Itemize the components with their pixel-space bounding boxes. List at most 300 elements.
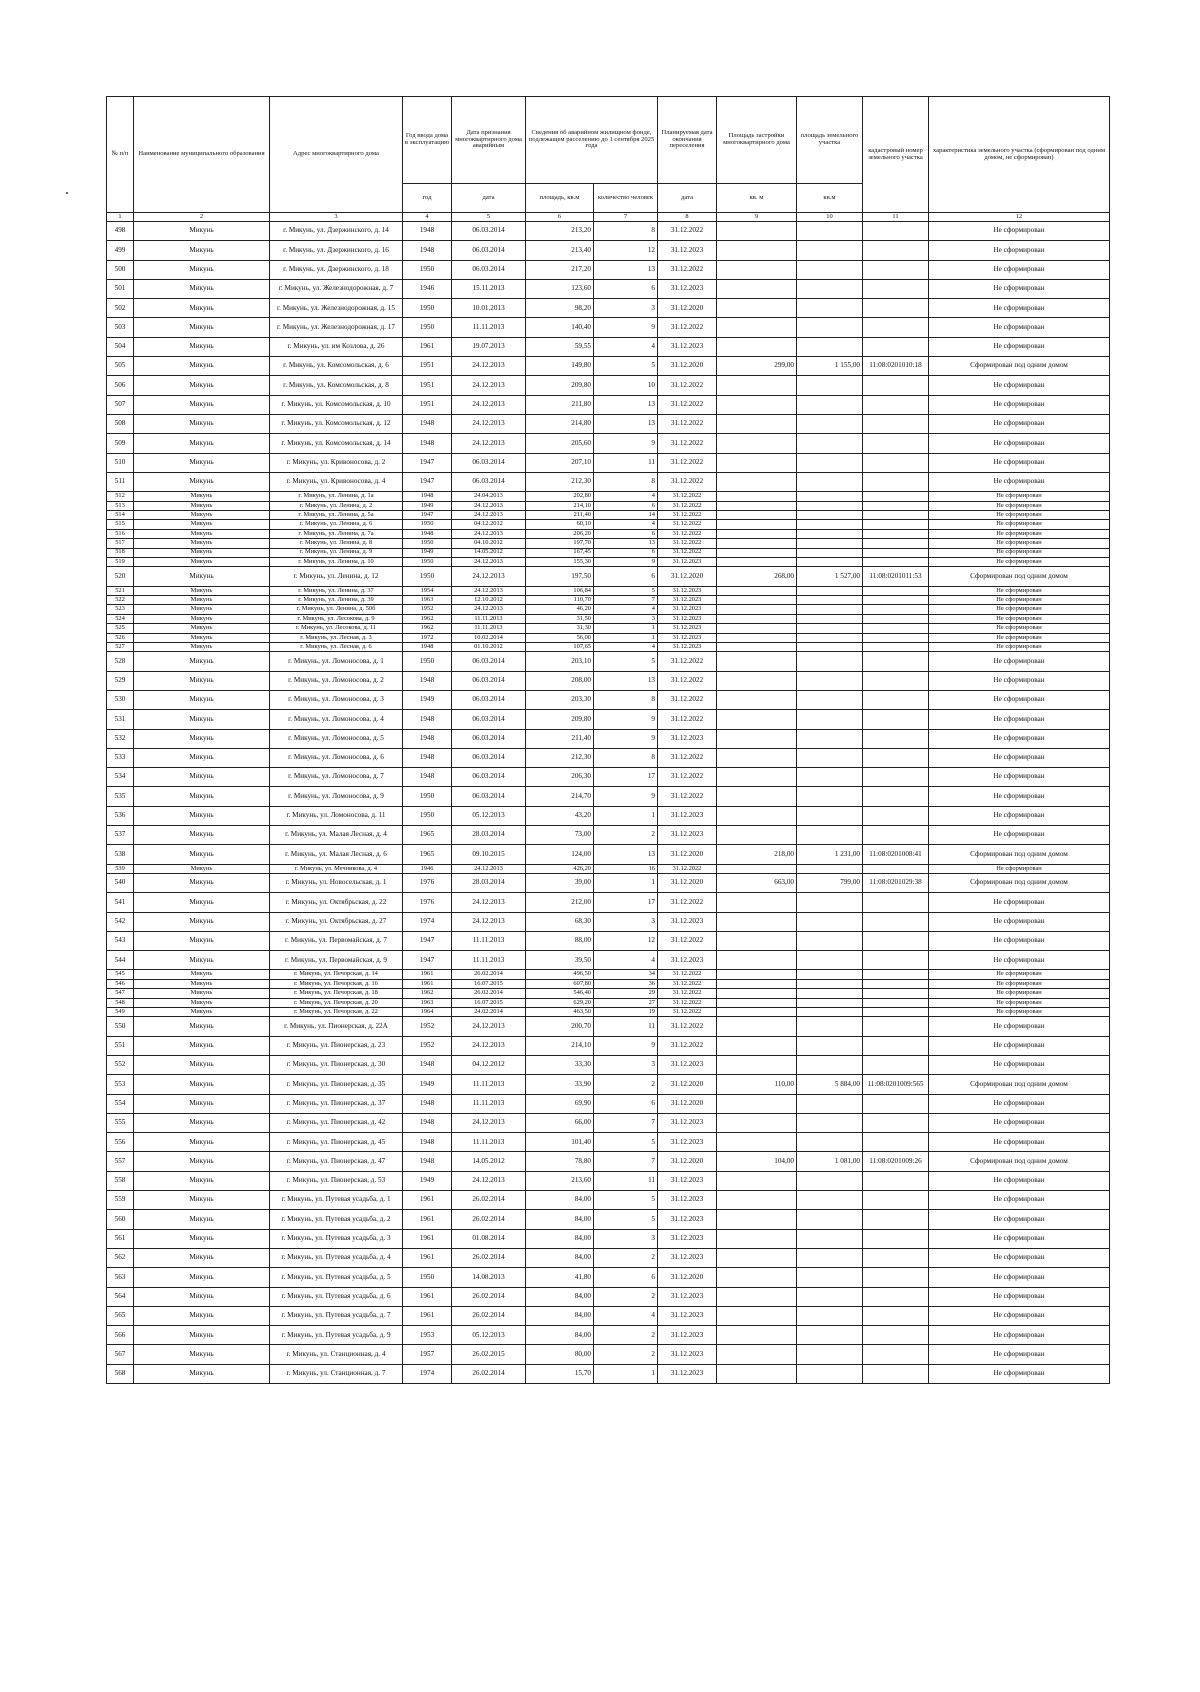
col-year-header: Год ввода дома в эксплуатацию: [403, 97, 452, 184]
land-area-cell: [797, 748, 863, 767]
cadastral-cell: [863, 539, 929, 548]
area-cell: 217,20: [526, 260, 594, 279]
planned-date-cell: 31.12.2022: [658, 529, 717, 538]
row-number: 521: [107, 586, 134, 595]
area-cell: 123,60: [526, 279, 594, 298]
land-status-cell: Не сформирован: [929, 453, 1110, 472]
municipality-cell: Микунь: [134, 376, 270, 395]
row-number: 528: [107, 652, 134, 671]
row-number: 556: [107, 1133, 134, 1152]
year-cell: 1961: [403, 1229, 452, 1248]
land-area-cell: [797, 1191, 863, 1210]
area-cell: 84,00: [526, 1287, 594, 1306]
recognition-date-cell: 26.02.2014: [452, 1191, 526, 1210]
area-cell: 213,60: [526, 1171, 594, 1190]
land-status-cell: Не сформирован: [929, 1113, 1110, 1132]
col-planned-header: Планируемая дата окончания переселения: [658, 97, 717, 184]
table-row: [107, 624, 1110, 633]
built-area-cell: [717, 1133, 797, 1152]
people-cell: 5: [594, 586, 658, 595]
recognition-date-cell: 11.11.2013: [452, 1075, 526, 1094]
land-status-cell: Не сформирован: [929, 998, 1110, 1007]
land-area-cell: [797, 710, 863, 729]
cadastral-cell: 11:08:0201009:565: [863, 1075, 929, 1094]
land-status-cell: Не сформирован: [929, 893, 1110, 912]
cadastral-cell: [863, 434, 929, 453]
land-status-cell: Не сформирован: [929, 1268, 1110, 1287]
row-number: 517: [107, 539, 134, 548]
recognition-date-cell: 06.03.2014: [452, 260, 526, 279]
recognition-date-cell: 19.07.2013: [452, 337, 526, 356]
recognition-date-cell: 11.11.2013: [452, 931, 526, 950]
address-cell: г. Микунь, ул. Пионерская, д. 30: [270, 1056, 403, 1075]
area-cell: 84,00: [526, 1306, 594, 1325]
area-cell: 213,20: [526, 222, 594, 241]
table-row: [107, 414, 1110, 433]
address-cell: г. Микунь, ул. Малая Лесная, д. 6: [270, 845, 403, 864]
area-cell: 31,50: [526, 614, 594, 623]
row-number: 552: [107, 1056, 134, 1075]
address-cell: г. Микунь, ул. Путевая усадьба, д. 3: [270, 1229, 403, 1248]
table-row: [107, 1171, 1110, 1190]
land-status-cell: Не сформирован: [929, 1306, 1110, 1325]
municipality-cell: Микунь: [134, 951, 270, 970]
land-area-cell: [797, 299, 863, 318]
land-status-cell: Не сформирован: [929, 806, 1110, 825]
year-cell: 1965: [403, 845, 452, 864]
land-area-cell: 1 527,00: [797, 567, 863, 586]
land-area-cell: [797, 595, 863, 604]
people-cell: 6: [594, 501, 658, 510]
municipality-cell: Микунь: [134, 520, 270, 529]
land-area-cell: [797, 510, 863, 519]
municipality-cell: Микунь: [134, 1306, 270, 1325]
year-cell: 1961: [403, 1210, 452, 1229]
people-cell: 3: [594, 299, 658, 318]
municipality-cell: Микунь: [134, 222, 270, 241]
area-cell: 426,20: [526, 864, 594, 873]
municipality-cell: Микунь: [134, 357, 270, 376]
year-cell: 1974: [403, 912, 452, 931]
row-number: 546: [107, 979, 134, 988]
built-area-cell: [717, 1017, 797, 1036]
built-area-cell: [717, 472, 797, 491]
table-row: [107, 337, 1110, 356]
municipality-cell: Микунь: [134, 893, 270, 912]
built-area-cell: [717, 989, 797, 998]
cadastral-cell: [863, 395, 929, 414]
recognition-date-cell: 06.03.2014: [452, 787, 526, 806]
row-number: 504: [107, 337, 134, 356]
land-status-cell: Не сформирован: [929, 548, 1110, 557]
planned-date-cell: 31.12.2022: [658, 260, 717, 279]
row-number: 507: [107, 395, 134, 414]
planned-date-cell: 31.12.2020: [658, 299, 717, 318]
year-cell: 1962: [403, 989, 452, 998]
land-area-cell: [797, 1345, 863, 1364]
people-cell: 2: [594, 1345, 658, 1364]
address-cell: г. Микунь, ул. Лесная, д. 6: [270, 642, 403, 651]
people-cell: 7: [594, 1113, 658, 1132]
address-cell: г. Микунь, ул. Ломоносова, д. 9: [270, 787, 403, 806]
row-number: 568: [107, 1364, 134, 1383]
municipality-cell: Микунь: [134, 845, 270, 864]
land-area-cell: [797, 690, 863, 709]
year-cell: 1961: [403, 1287, 452, 1306]
land-status-cell: Не сформирован: [929, 1094, 1110, 1113]
area-cell: 211,40: [526, 510, 594, 519]
land-area-cell: [797, 1036, 863, 1055]
people-cell: 4: [594, 951, 658, 970]
people-cell: 1: [594, 806, 658, 825]
year-cell: 1961: [403, 1248, 452, 1267]
people-cell: 11: [594, 453, 658, 472]
municipality-cell: Микунь: [134, 787, 270, 806]
area-cell: 212,00: [526, 893, 594, 912]
municipality-cell: Микунь: [134, 1008, 270, 1017]
built-area-cell: [717, 633, 797, 642]
recognition-date-cell: 24.12.2013: [452, 557, 526, 566]
year-cell: 1948: [403, 492, 452, 501]
year-cell: 1954: [403, 586, 452, 595]
address-cell: г. Микунь, ул. Ломоносова, д. 1: [270, 652, 403, 671]
recognition-date-cell: 26.02.2015: [452, 1345, 526, 1364]
municipality-cell: Микунь: [134, 539, 270, 548]
land-area-cell: [797, 520, 863, 529]
municipality-cell: Микунь: [134, 1326, 270, 1345]
planned-date-cell: 31.12.2022: [658, 453, 717, 472]
table-row: [107, 1094, 1110, 1113]
address-cell: г. Микунь, ул. Станционная, д. 4: [270, 1345, 403, 1364]
land-status-cell: Не сформирован: [929, 624, 1110, 633]
year-cell: 1961: [403, 970, 452, 979]
land-status-cell: Не сформирован: [929, 652, 1110, 671]
land-area-cell: [797, 1306, 863, 1325]
planned-date-cell: 31.12.2023: [658, 624, 717, 633]
land-area-cell: [797, 1171, 863, 1190]
planned-date-cell: 31.12.2022: [658, 1017, 717, 1036]
municipality-cell: Микунь: [134, 642, 270, 651]
recognition-date-cell: 06.03.2014: [452, 748, 526, 767]
area-cell: 197,50: [526, 567, 594, 586]
land-area-cell: [797, 434, 863, 453]
people-cell: 5: [594, 1210, 658, 1229]
address-cell: г. Микунь, ул. Ломоносова, д. 3: [270, 690, 403, 709]
area-cell: 200,70: [526, 1017, 594, 1036]
municipality-cell: Микунь: [134, 557, 270, 566]
built-area-cell: [717, 260, 797, 279]
table-row: [107, 520, 1110, 529]
area-cell: 209,80: [526, 710, 594, 729]
year-cell: 1951: [403, 376, 452, 395]
row-number: 510: [107, 453, 134, 472]
address-cell: г. Микунь, ул. Железнодорожная, д. 17: [270, 318, 403, 337]
cadastral-cell: [863, 614, 929, 623]
address-cell: г. Микунь, ул. Первомайская, д. 9: [270, 951, 403, 970]
municipality-cell: Микунь: [134, 548, 270, 557]
cadastral-cell: [863, 1113, 929, 1132]
row-number: 542: [107, 912, 134, 931]
municipality-cell: Микунь: [134, 1210, 270, 1229]
people-cell: 14: [594, 510, 658, 519]
cadastral-cell: 11:08:0201010:18: [863, 357, 929, 376]
row-number: 545: [107, 970, 134, 979]
area-cell: 46,20: [526, 605, 594, 614]
cadastral-cell: [863, 690, 929, 709]
cadastral-cell: [863, 453, 929, 472]
built-area-cell: [717, 241, 797, 260]
built-area-cell: [717, 1287, 797, 1306]
municipality-cell: Микунь: [134, 586, 270, 595]
built-area-cell: [717, 1191, 797, 1210]
people-cell: 4: [594, 337, 658, 356]
recognition-date-cell: 16.07.2015: [452, 979, 526, 988]
people-cell: 4: [594, 605, 658, 614]
built-area-cell: [717, 624, 797, 633]
municipality-cell: Микунь: [134, 1075, 270, 1094]
address-cell: г. Микунь, ул. Ленина, д. 9: [270, 548, 403, 557]
year-cell: 1948: [403, 529, 452, 538]
land-status-cell: Не сформирован: [929, 605, 1110, 614]
year-cell: 1948: [403, 222, 452, 241]
col-recognition-header: Дата признания многоквартирного дома аварийным: [452, 97, 526, 184]
planned-date-cell: 31.12.2023: [658, 633, 717, 642]
land-area-cell: [797, 825, 863, 844]
planned-date-cell: 31.12.2020: [658, 1268, 717, 1287]
planned-date-cell: 31.12.2023: [658, 825, 717, 844]
table-row: [107, 299, 1110, 318]
table-row: [107, 605, 1110, 614]
land-area-cell: [797, 222, 863, 241]
col-number: 9: [717, 213, 797, 222]
land-status-cell: Не сформирован: [929, 729, 1110, 748]
planned-date-cell: 31.12.2020: [658, 1075, 717, 1094]
municipality-cell: Микунь: [134, 624, 270, 633]
row-number: 565: [107, 1306, 134, 1325]
row-number: 566: [107, 1326, 134, 1345]
address-cell: г. Микунь, ул. Комсомольская, д. 14: [270, 434, 403, 453]
sub-planned-date: дата: [658, 184, 717, 213]
people-cell: 7: [594, 1152, 658, 1171]
built-area-cell: [717, 595, 797, 604]
land-area-cell: 1 155,00: [797, 357, 863, 376]
address-cell: г. Микунь, ул. Печорская, д. 14: [270, 970, 403, 979]
recognition-date-cell: 24.12.2013: [452, 395, 526, 414]
people-cell: 13: [594, 845, 658, 864]
municipality-cell: Микунь: [134, 912, 270, 931]
year-cell: 1951: [403, 395, 452, 414]
people-cell: 13: [594, 671, 658, 690]
table-row: [107, 1075, 1110, 1094]
area-cell: 41,80: [526, 1268, 594, 1287]
land-status-cell: Сформирован под одним домом: [929, 873, 1110, 892]
address-cell: г. Микунь, ул. Ломоносова, д. 6: [270, 748, 403, 767]
address-cell: г. Микунь, ул. Железнодорожная, д. 7: [270, 279, 403, 298]
recognition-date-cell: 11.11.2013: [452, 318, 526, 337]
area-cell: 155,30: [526, 557, 594, 566]
sub-land-unit: кв.м: [797, 184, 863, 213]
cadastral-cell: [863, 787, 929, 806]
built-area-cell: [717, 1306, 797, 1325]
recognition-date-cell: 06.03.2014: [452, 768, 526, 787]
row-number: 502: [107, 299, 134, 318]
land-status-cell: Не сформирован: [929, 539, 1110, 548]
year-cell: 1947: [403, 931, 452, 950]
row-number: 537: [107, 825, 134, 844]
year-cell: 1950: [403, 520, 452, 529]
area-cell: 110,70: [526, 595, 594, 604]
land-area-cell: [797, 1364, 863, 1383]
planned-date-cell: 31.12.2022: [658, 492, 717, 501]
people-cell: 6: [594, 567, 658, 586]
row-number: 499: [107, 241, 134, 260]
area-cell: 15,70: [526, 1364, 594, 1383]
land-area-cell: [797, 1094, 863, 1113]
sub-built-unit: кв. м: [717, 184, 797, 213]
people-cell: 3: [594, 912, 658, 931]
row-number: 540: [107, 873, 134, 892]
col-municipality-header: Наименование муниципального образования: [134, 97, 270, 213]
year-cell: 1949: [403, 1171, 452, 1190]
table-row: [107, 1326, 1110, 1345]
recognition-date-cell: 10.01.2013: [452, 299, 526, 318]
land-status-cell: Не сформирован: [929, 241, 1110, 260]
built-area-cell: [717, 1268, 797, 1287]
planned-date-cell: 31.12.2022: [658, 787, 717, 806]
address-cell: г. Микунь, ул. Октябрьская, д. 22: [270, 893, 403, 912]
year-cell: 1948: [403, 414, 452, 433]
table-row: [107, 1056, 1110, 1075]
planned-date-cell: 31.12.2020: [658, 567, 717, 586]
recognition-date-cell: 06.03.2014: [452, 690, 526, 709]
table-row: [107, 501, 1110, 510]
year-cell: 1948: [403, 768, 452, 787]
address-cell: г. Микунь, ул. Путевая усадьба, д. 7: [270, 1306, 403, 1325]
table-row: [107, 318, 1110, 337]
land-status-cell: Не сформирован: [929, 1364, 1110, 1383]
planned-date-cell: 31.12.2023: [658, 1306, 717, 1325]
land-status-cell: Не сформирован: [929, 299, 1110, 318]
planned-date-cell: 31.12.2022: [658, 520, 717, 529]
cadastral-cell: [863, 1210, 929, 1229]
address-cell: г. Микунь, ул. Пионерская, д. 45: [270, 1133, 403, 1152]
cadastral-cell: [863, 414, 929, 433]
land-status-cell: Не сформирован: [929, 318, 1110, 337]
municipality-cell: Микунь: [134, 710, 270, 729]
municipality-cell: Микунь: [134, 825, 270, 844]
people-cell: 5: [594, 652, 658, 671]
land-area-cell: [797, 979, 863, 988]
municipality-cell: Микунь: [134, 864, 270, 873]
built-area-cell: [717, 825, 797, 844]
address-cell: г. Микунь, ул. Комсомольская, д. 6: [270, 357, 403, 376]
year-cell: 1964: [403, 1008, 452, 1017]
recognition-date-cell: 09.10.2015: [452, 845, 526, 864]
cadastral-cell: [863, 241, 929, 260]
sub-date: дата: [452, 184, 526, 213]
recognition-date-cell: 26.02.2014: [452, 1306, 526, 1325]
year-cell: 1950: [403, 260, 452, 279]
address-cell: г. Микунь, ул. Новосельская, д. 1: [270, 873, 403, 892]
municipality-cell: Микунь: [134, 299, 270, 318]
year-cell: 1948: [403, 434, 452, 453]
address-cell: г. Микунь, ул. Ленина, д. 37: [270, 586, 403, 595]
land-area-cell: [797, 893, 863, 912]
recognition-date-cell: 06.03.2014: [452, 710, 526, 729]
planned-date-cell: 31.12.2022: [658, 434, 717, 453]
row-number: 505: [107, 357, 134, 376]
people-cell: 19: [594, 1008, 658, 1017]
year-cell: 1949: [403, 690, 452, 709]
land-area-cell: [797, 318, 863, 337]
land-status-cell: Не сформирован: [929, 864, 1110, 873]
area-cell: 212,30: [526, 472, 594, 491]
recognition-date-cell: 06.03.2014: [452, 453, 526, 472]
land-area-cell: [797, 605, 863, 614]
people-cell: 29: [594, 989, 658, 998]
land-area-cell: [797, 1268, 863, 1287]
year-cell: 1950: [403, 557, 452, 566]
planned-date-cell: 31.12.2022: [658, 768, 717, 787]
row-number: 543: [107, 931, 134, 950]
land-status-cell: Не сформирован: [929, 222, 1110, 241]
table-row: [107, 1268, 1110, 1287]
table-row: [107, 472, 1110, 491]
table-row: [107, 1345, 1110, 1364]
people-cell: 3: [594, 1056, 658, 1075]
table-row: [107, 1152, 1110, 1171]
area-cell: 205,60: [526, 434, 594, 453]
row-number: 509: [107, 434, 134, 453]
built-area-cell: [717, 299, 797, 318]
area-cell: 39,00: [526, 873, 594, 892]
address-cell: г. Микунь, ул. Печорская, д. 22: [270, 1008, 403, 1017]
address-cell: г. Микунь, ул. Печорская, д. 16: [270, 979, 403, 988]
people-cell: 12: [594, 931, 658, 950]
planned-date-cell: 31.12.2022: [658, 222, 717, 241]
address-cell: г. Микунь, ул. Путевая усадьба, д. 2: [270, 1210, 403, 1229]
land-status-cell: Не сформирован: [929, 501, 1110, 510]
recognition-date-cell: 24.12.2013: [452, 586, 526, 595]
address-cell: г. Микунь, ул. Ломоносова, д. 5: [270, 729, 403, 748]
table-row: [107, 931, 1110, 950]
row-number: 506: [107, 376, 134, 395]
land-status-cell: Не сформирован: [929, 912, 1110, 931]
land-status-cell: Не сформирован: [929, 671, 1110, 690]
land-status-cell: Сформирован под одним домом: [929, 567, 1110, 586]
year-cell: 1949: [403, 501, 452, 510]
land-area-cell: [797, 260, 863, 279]
recognition-date-cell: 24.12.2013: [452, 1113, 526, 1132]
municipality-cell: Микунь: [134, 931, 270, 950]
recognition-date-cell: 24.12.2013: [452, 605, 526, 614]
year-cell: 1949: [403, 1075, 452, 1094]
land-status-cell: Сформирован под одним домом: [929, 845, 1110, 864]
cadastral-cell: [863, 1364, 929, 1383]
recognition-date-cell: 24.02.2014: [452, 1008, 526, 1017]
planned-date-cell: 31.12.2023: [658, 1345, 717, 1364]
people-cell: 9: [594, 729, 658, 748]
area-cell: 167,45: [526, 548, 594, 557]
recognition-date-cell: 24.12.2013: [452, 529, 526, 538]
planned-date-cell: 31.12.2023: [658, 1210, 717, 1229]
planned-date-cell: 31.12.2022: [658, 376, 717, 395]
year-cell: 1950: [403, 652, 452, 671]
row-number: 525: [107, 624, 134, 633]
land-area-cell: [797, 787, 863, 806]
cadastral-cell: [863, 1229, 929, 1248]
land-status-cell: Не сформирован: [929, 951, 1110, 970]
